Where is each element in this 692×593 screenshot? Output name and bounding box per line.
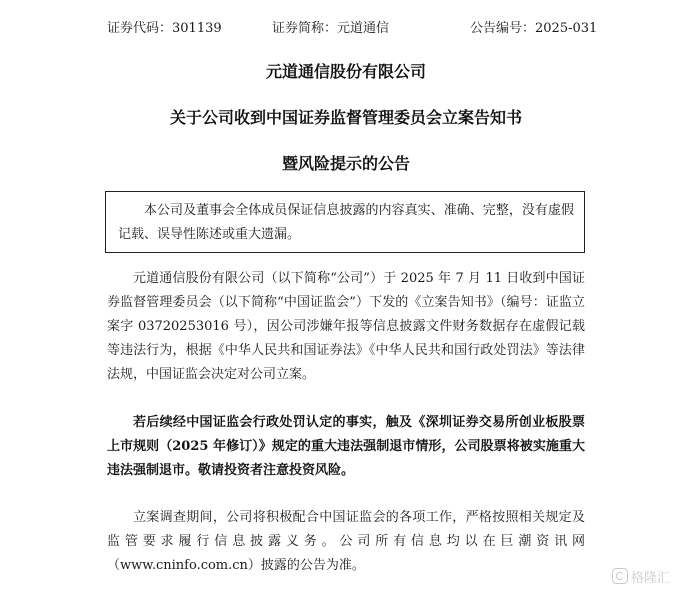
gelonghui-logo-icon	[612, 568, 628, 584]
stock-abbreviation: 证券简称：元道通信	[272, 21, 390, 36]
paragraph-investigation-notice: 元道通信股份有限公司（以下简称“公司”）于 2025 年 7 月 11 日收到中国证券监督管理委员会（以下简称“中国证监会”）下发的《立案告知书》（编号：证监立案字 03720253016 号），因公司涉嫌年报等信息披露文件财务数据存在虚假记载等违法行为，根据《中华人民共和国证券法》《中华人民共和国行政处罚法》等法律法规，中国证监会决定对公司立案。	[107, 271, 585, 382]
company-name-title: 元道通信股份有限公司	[265, 62, 426, 81]
announcement-number: 公告编号：2025-031	[470, 21, 598, 36]
announcement-title-line-1: 关于公司收到中国证券监督管理委员会立案告知书	[169, 108, 522, 127]
paragraph-delisting-risk: 若后续经中国证监会行政处罚认定的事实，触及《深圳证券交易所创业板股票上市规则（2025 年修订）》规定的重大违法强制退市情形，公司股票将被实施重大违法强制退市。敬请投资者注意投资风险。	[107, 415, 585, 478]
announcement-title-line-2: 暨风险提示的公告	[281, 154, 410, 173]
disclosure-statement-text: 本公司及董事会全体成员保证信息披露的内容真实、准确、完整，没有虚假记载、误导性陈述或重大遗漏。	[118, 203, 574, 242]
disclosure-statement-box	[105, 191, 585, 253]
stock-code: 证券代码：301139	[107, 21, 222, 36]
watermark-text: 格隆汇	[631, 570, 671, 586]
paragraph-cooperation-disclosure: 立案调查期间，公司将积极配合中国证监会的各项工作，严格按照相关规定及监管要求履行信息披露义务。公司所有信息均以在巨潮资讯网（www.cninfo.com.cn）披露的公告为准。	[107, 510, 585, 573]
watermark	[612, 565, 670, 587]
